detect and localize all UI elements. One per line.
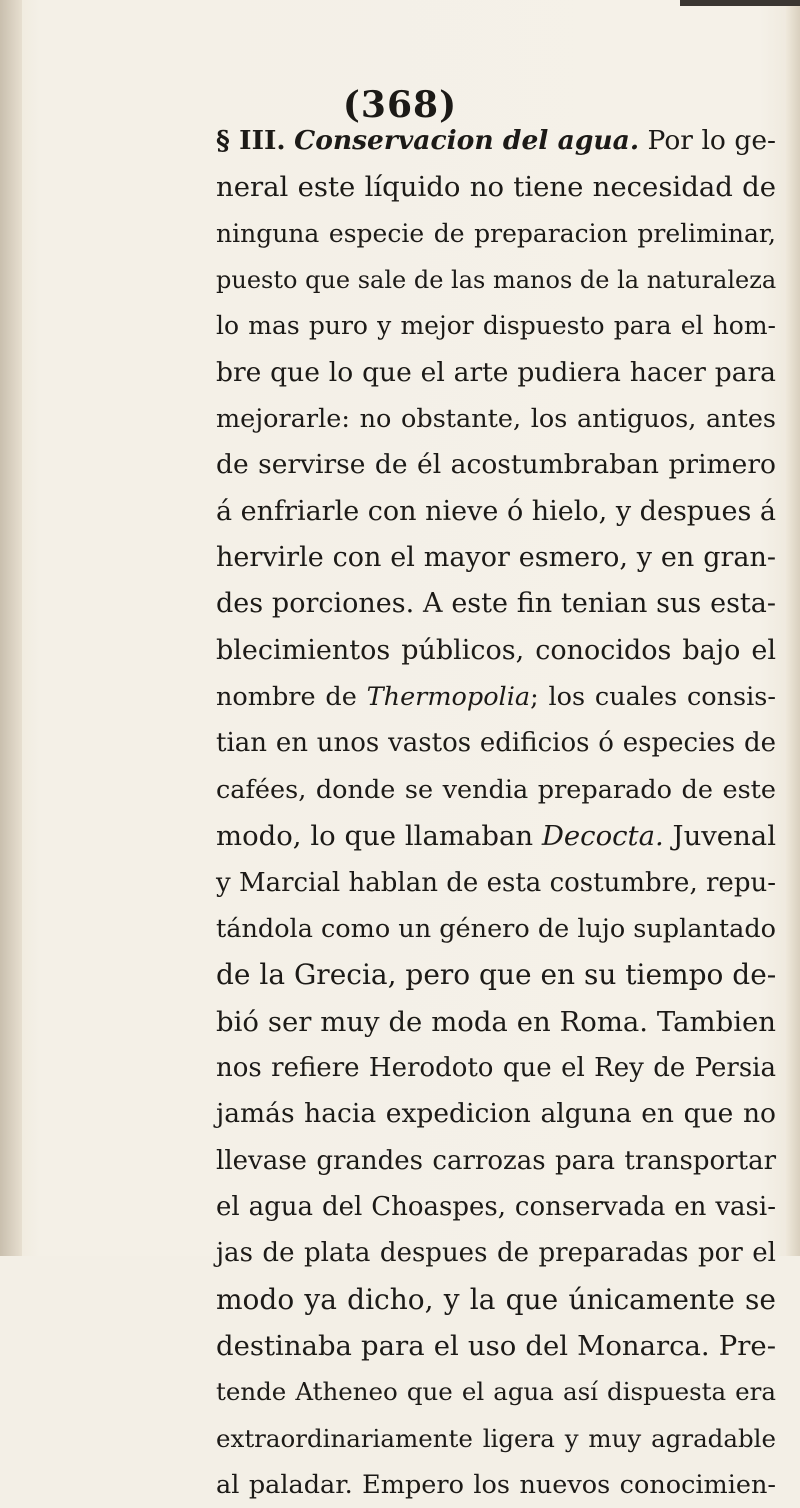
text-line (216, 860, 776, 906)
italic-term: Thermopolia (366, 682, 531, 713)
text-segment: lo mas puro y mejor dispuesto para el hom- (216, 311, 776, 341)
text-line (216, 767, 776, 813)
text-segment: cafées, donde se vendia preparado de este (216, 774, 776, 805)
text-segment: neral este líquido no tiene necesidad de (216, 171, 776, 204)
text-line (216, 211, 776, 257)
text-segment: bió ser muy de moda en Roma. Tambien (216, 1005, 776, 1038)
text-segment: modo, lo que llamaban (216, 820, 542, 853)
text-line (216, 489, 776, 535)
text-line (216, 1091, 776, 1137)
text-line (216, 674, 776, 720)
text-segment: llevase grandes carrozas para transportar (216, 1145, 776, 1176)
text-segment: mejorarle: no obstante, los antiguos, antes (216, 404, 776, 435)
text-segment: á enfriarle con nieve ó hielo, y despues á (216, 495, 776, 527)
text-segment: nombre de (216, 682, 367, 713)
text-segment: de la Grecia, pero que en su tiempo de- (216, 958, 777, 992)
text-segment: ninguna especie de preparacion preliminar, (216, 218, 776, 248)
italic-term: Decocta. (541, 820, 664, 853)
text-line (216, 906, 776, 952)
page-edge-shadow (786, 0, 800, 1256)
text-line (216, 1230, 776, 1276)
text-line (216, 1323, 776, 1369)
text-segment: des porciones. A este fin tenian sus esta- (216, 588, 776, 620)
text-line (216, 720, 776, 766)
text-segment: bre que lo que el arte pudiera hacer para (216, 356, 776, 388)
section-title: Conservacion del agua. (294, 125, 640, 156)
text-line (216, 257, 776, 303)
text-segment: al paladar. Empero los nuevos conocimien- (216, 1469, 776, 1500)
top-rule (680, 0, 800, 6)
page-number: (368) (342, 84, 458, 126)
text-line (216, 628, 776, 674)
text-segment: y Marcial hablan de esta costumbre, repu- (216, 867, 776, 898)
text-line (216, 442, 776, 488)
text-segment: destinaba para el uso del Monarca. Pre- (216, 1329, 776, 1362)
text-line (216, 813, 776, 859)
text-line (216, 1462, 776, 1508)
text-line (216, 303, 776, 349)
section-heading-line (216, 118, 776, 164)
text-segment: Juvenal (663, 820, 776, 853)
text-line (216, 350, 776, 396)
text-segment: jas de plata despues de preparadas por el (216, 1238, 776, 1269)
text-segment: extraordinariamente ligera y muy agradable (216, 1423, 776, 1453)
section-mark: § III. (216, 125, 286, 156)
text-segment: tian en unos vastos edificios ó especies de (216, 728, 776, 759)
text-line (216, 164, 776, 210)
text-segment: tándola como un género de lujo suplantado (216, 913, 777, 944)
text-line (216, 1184, 776, 1230)
text-segment: puesto que sale de las manos de la naturaleza (216, 266, 777, 295)
text-segment: jamás hacia expedicion alguna en que no (216, 1098, 776, 1130)
text-segment: hervirle con el mayor esmero, y en gran- (216, 542, 776, 574)
text-line (216, 1045, 776, 1091)
text-segment: blecimientos públicos, conocidos bajo el (216, 634, 776, 666)
text-line (216, 1277, 776, 1323)
text-segment: Por lo ge- (639, 125, 776, 156)
text-line (216, 999, 776, 1045)
text-line (216, 1416, 776, 1462)
text-line (216, 1138, 776, 1184)
text-line (216, 535, 776, 581)
text-segment: nos refiere Herodoto que el Rey de Persia (216, 1052, 776, 1083)
text-line (216, 581, 776, 627)
page-gutter-shadow (0, 0, 22, 1256)
text-line (216, 952, 776, 998)
text-segment: modo ya dicho, y la que únicamente se (216, 1282, 776, 1316)
text-segment: el agua del Choaspes, conservada en vasi- (216, 1191, 776, 1222)
text-segment: de servirse de él acostumbraban primero (216, 449, 776, 481)
text-line (216, 1369, 776, 1415)
text-segment: tende Atheneo que el agua así dispuesta era (216, 1377, 776, 1407)
text-segment: ; los cuales consis- (530, 682, 776, 713)
text-line (216, 396, 776, 442)
body-text (216, 118, 776, 1508)
